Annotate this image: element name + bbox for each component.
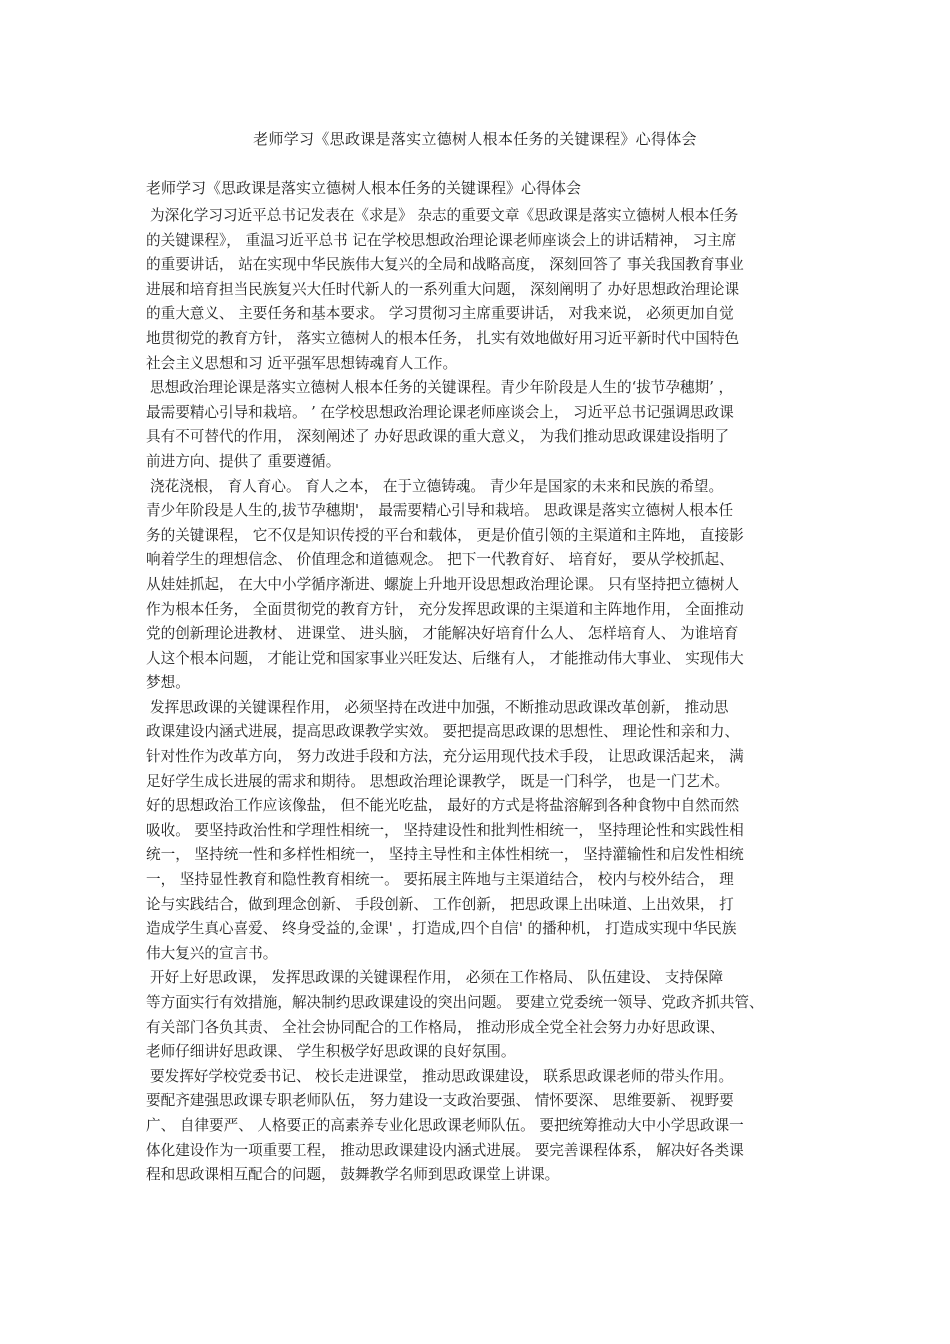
text-line: 为深化学习习近平总书记发表在《求是》 杂志的重要文章《思政课是落实立德树人根本任务 (150, 207, 739, 224)
text-line: 进展和培育担当民族复兴大任时代新人的一系列重大问题， 深刻阐明了 办好思想政治理论课 (146, 280, 740, 298)
text-line: 社会主义思想和习 近平强军思想铸魂育人工作。 (146, 354, 458, 372)
text-line: 要配齐建强思政课专职老师队伍， 努力建设一支政治要强、 情怀要深、 思维要新、 视野要 (146, 1092, 734, 1110)
text-line: 最需要精心引导和栽培。 ’ 在学校思想政治理论课老师座谈会上， 习近平总书记强调思政课 (146, 403, 734, 421)
text-line: 响着学生的理想信念、 价值理念和道德观念。 把下一代教育好、 培育好， 要从学校抓起、 (146, 551, 734, 569)
text-line: 作为根本任务， 全面贯彻党的教育方针， 充分发挥思政课的主渠道和主阵地作用， 全面推动 (146, 600, 744, 618)
text-line: 前进方向、提供了 重要遵循。 (146, 452, 341, 470)
text-line: 一， 坚持显性教育和隐性教育相统一。 要拓展主阵地与主渠道结合， 校内与校外结合， 理 (146, 871, 734, 889)
text-line: 务的关键课程， 它不仅是知识传授的平台和载体， 更是价值引领的主渠道和主阵地， 直接影 (146, 526, 744, 544)
text-line: 要发挥好学校党委书记、 校长走进课堂， 推动思政课建设， 联系思政课老师的带头作用。 (150, 1067, 734, 1085)
text-line: 思想政治理论课是落实立德树人根本任务的关键课程。青少年阶段是人生的‘拔节孕穗期’ ， (150, 379, 734, 397)
text-line: 针对性作为改革方向， 努力改进手段和方法，充分运用现代技术手段， 让思政课活起来， 满 (146, 748, 744, 766)
text-line: 的重要讲话， 站在实现中华民族伟大复兴的全局和战略高度， 深刻回答了 事关我国教育事业 (146, 256, 744, 274)
text-line: 吸收。 要坚持政治性和学理性相统一， 坚持建设性和批判性相统一， 坚持理论性和实践性相 (146, 821, 744, 839)
text-line: 程和思政课相互配合的问题， 鼓舞教学名师到思政课堂上讲课。 (146, 1166, 560, 1184)
text-line: 有关部门各负其责、 全社会协同配合的工作格局， 推动形成全党全社会努力办好思政课、 (146, 1018, 725, 1036)
text-line: 统一， 坚持统一性和多样性相统一， 坚持主导性和主体性相统一， 坚持灌输性和启发性相统 (146, 846, 744, 864)
text-line: 等方面实行有效措施，解决制约思政课建设的突出问题。 要建立党委统一领导、党政齐抓共管、 (146, 994, 764, 1011)
document-body (146, 204, 818, 1188)
text-line: 开好上好思政课， 发挥思政课的关键课程作用， 必须在工作格局、 队伍建设、 支持保障 (150, 969, 724, 987)
document-subtitle: 老师学习《思政课是落实立德树人根本任务的关键课程》心得体会 (146, 179, 582, 197)
text-line: 党的创新理论进教材、 进课堂、 进头脑， 才能解决好培育什么人、 怎样培育人、 为谁培育 (146, 625, 739, 643)
text-line: 梦想。 (146, 674, 190, 692)
text-line: 伟大复兴的宣言书。 (146, 944, 278, 962)
text-line: 具有不可替代的作用， 深刻阐述了 办好思政课的重大意义， 为我们推动思政课建设指明了 (146, 428, 730, 446)
text-line: 广、 自律要严、 人格要正的高素养专业化思政课老师队伍。 要把统筹推动大中小学思政课一 (146, 1116, 744, 1134)
text-line: 造成学生真心喜爱、 终身受益的,金课' ，打造成,四个自信' 的播种机， 打造成实现中华民族 (146, 920, 737, 938)
text-line: 发挥思政课的关键课程作用， 必须坚持在改进中加强，不断推动思政课改革创新， 推动思 (150, 698, 729, 716)
text-line: 好的思想政治工作应该像盐， 但不能光吃盐， 最好的方式是将盐溶解到各种食物中自然而然 (146, 797, 740, 815)
text-line: 人这个根本问题， 才能让党和国家事业兴旺发达、后继有人， 才能推动伟大事业、 实现伟大 (146, 649, 744, 667)
text-line: 老师仔细讲好思政课、 学生积极学好思政课的良好氛围。 (146, 1043, 516, 1061)
text-line: 政课建设内涵式进展，提高思政课教学实效。 要把提高思政课的思想性、 理论性和亲和力、 (146, 723, 740, 741)
text-line: 青少年阶段是人生的,拔节孕穗期'， 最需要精心引导和栽培。 思政课是落实立德树人根本任 (146, 502, 734, 520)
text-line: 体化建设作为一项重要工程， 推动思政课建设内涵式进展。 要完善课程体系， 解决好各类课 (146, 1141, 744, 1159)
text-line: 浇花浇根， 育人育心。 育人之本， 在于立德铸魂。 青少年是国家的未来和民族的希望。 (150, 477, 724, 495)
text-line: 地贯彻党的教育方针， 落实立德树人的根本任务， 扎实有效地做好用习近平新时代中国特色 (146, 329, 740, 347)
text-line: 从娃娃抓起， 在大中小学循序渐进、螺旋上升地开设思想政治理论课。 只有坚持把立德树人 (146, 575, 740, 593)
text-line: 论与实践结合，做到理念创新、 手段创新、 工作创新， 把思政课上出味道、上出效果， 打 (146, 895, 734, 913)
document-title: 老师学习《思政课是落实立德树人根本任务的关键课程》心得体会 (253, 130, 697, 148)
text-line: 的重大意义、 主要任务和基本要求。 学习贯彻习主席重要讲话， 对我来说， 必须更加自觉 (146, 305, 734, 323)
text-line: 足好学生成长进展的需求和期待。 思想政治理论课教学， 既是一门科学， 也是一门艺术。 (146, 772, 730, 790)
text-line: 的关键课程》， 重温习近平总书 记在学校思想政治理论课老师座谈会上的讲话精神， 习主席 (146, 231, 737, 249)
